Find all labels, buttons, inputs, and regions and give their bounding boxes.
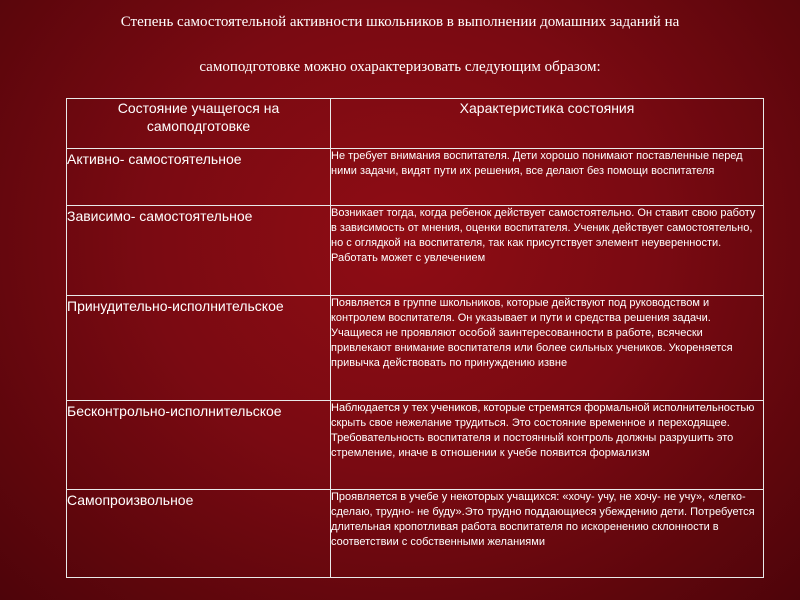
header-state: Состояние учащегося на самоподготовке [67,99,331,149]
state-cell: Принудительно-исполнительское [67,296,331,401]
table-row [67,490,764,578]
state-cell: Бесконтрольно-исполнительское [67,401,331,490]
description-cell: Появляется в группе школьников, которые действуют под руководством и контролем воспитателя. Он указывает и пути и средства решения задачи. Учащиеся не проявляют особой заинтересованности в работе, всячески привлекают внимание воспитателя или более сильных учеников. Укореняется привычка действовать по принуждению извне [331,296,764,401]
state-cell: Самопроизвольное [67,490,331,578]
state-cell: Активно- самостоятельное [67,149,331,206]
description-cell: Наблюдается у тех учеников, которые стремятся формальной исполнительностью скрыть свое нежелание трудиться. Это состояние временное и переходящее. Требовательность воспитателя и постоянный контроль должны разрушить это стремление, иначе в отношении к учебе появится формализм [331,401,764,490]
description-cell: Проявляется в учебе у некоторых учащихся: «хочу- учу, не хочу- не учу», «легко- сделаю, трудно- не буду».Это трудно поддающиеся убеждению дети. Потребуется длительная кропотливая работа воспитателя по искоренению склонности в соответствии с собственными желаниями [331,490,764,578]
slide-title-line-1: Степень самостоятельной активности школьников в выполнении домашних заданий на [120,14,680,30]
state-cell: Зависимо- самостоятельное [67,206,331,296]
description-cell: Не требует внимания воспитателя. Дети хорошо понимают поставленные перед ними задачи, видят пути их решения, все делают без помощи воспитателя [331,149,764,206]
description-cell: Возникает тогда, когда ребенок действует самостоятельно. Он ставит свою работу в зависимость от мнения, оценки воспитателя. Ученик действует самостоятельно, но с оглядкой на воспитателя, так как присутствует элемент неуверенности. Работать может с увлечением [331,206,764,296]
slide-title-line-2: самоподготовке можно охарактеризовать следующим образом: [199,59,601,75]
table-row [67,149,764,206]
table-header-row [67,99,764,149]
table-row [67,296,764,401]
table-row [67,206,764,296]
table-row [67,401,764,490]
activity-states-table [66,98,764,578]
header-characteristic: Характеристика состояния [331,99,764,149]
